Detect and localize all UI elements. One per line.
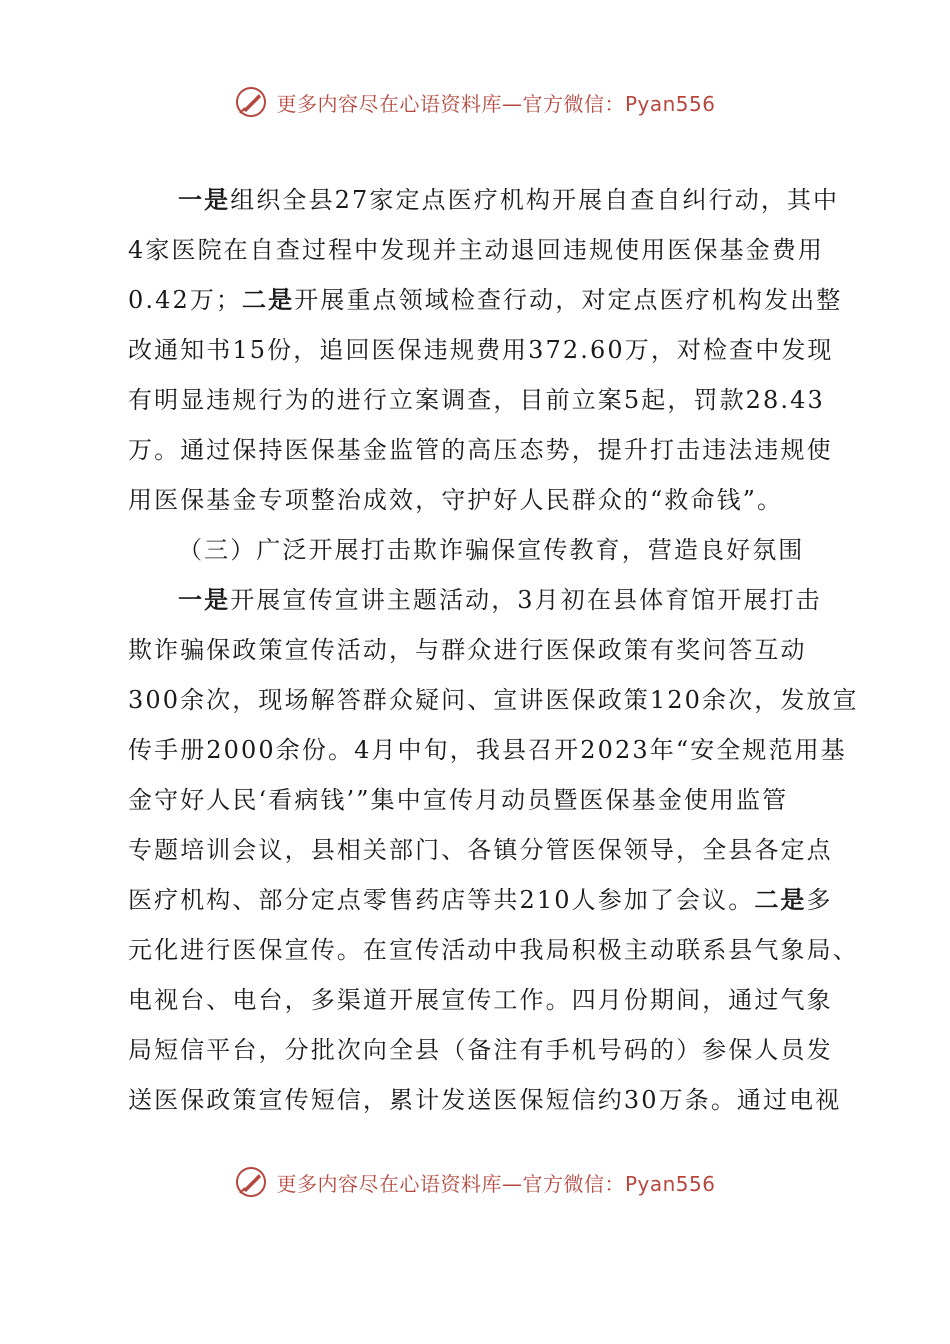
- banner-text: 更多内容尽在心语资料库—官方微信：Pyan556: [276, 91, 716, 116]
- text-line: 送医保政策宣传短信，累计发送医保短信约30万条。通过电视: [128, 1086, 842, 1114]
- quill-pen-circle-icon: [234, 85, 268, 119]
- text-line: 局短信平台，分批次向全县（备注有手机号码的）参保人员发: [128, 1036, 833, 1064]
- text-line: 金守好人民‘看病钱’”集中宣传月动员暨医保基金使用监管: [128, 786, 789, 814]
- emphasis-label: 二是: [242, 286, 295, 314]
- text-line: 4家医院在自查过程中发现并主动退回违规使用医保基金费用: [128, 236, 824, 264]
- text-line: 一是组织全县27家定点医疗机构开展自查自纠行动，其中: [178, 186, 840, 214]
- text-line: 专题培训会议，县相关部门、各镇分管医保领导，全县各定点: [128, 836, 833, 864]
- footer-banner: [0, 1160, 950, 1204]
- text-line: 医疗机构、部分定点零售药店等共210人参加了会议。二是多: [128, 886, 833, 914]
- text-line: 300余次，现场解答群众疑问、宣讲医保政策120余次，发放宣: [128, 686, 859, 714]
- text-line: 改通知书15份，追回医保违规费用372.60万，对检查中发现: [128, 336, 834, 364]
- text-line: 万。通过保持医保基金监管的高压态势，提升打击违法违规使: [128, 436, 833, 464]
- section-heading: （三）广泛开展打击欺诈骗保宣传教育，营造良好氛围: [178, 536, 805, 564]
- text-line: 欺诈骗保政策宣传活动，与群众进行医保政策有奖问答互动: [128, 636, 807, 664]
- text-line: 电视台、电台，多渠道开展宣传工作。四月份期间，通过气象: [128, 986, 833, 1014]
- text-line: 元化进行医保宣传。在宣传活动中我局积极主动联系县气象局、: [128, 936, 859, 964]
- text-line: 0.42万；二是开展重点领域检查行动，对定点医疗机构发出整: [128, 286, 843, 314]
- text-line: 一是开展宣传宣讲主题活动，3月初在县体育馆开展打击: [178, 586, 822, 614]
- emphasis-label: 一是: [178, 586, 231, 614]
- header-banner: [0, 80, 950, 124]
- text-line: 用医保基金专项整治成效，守护好人民群众的“救命钱”。: [128, 486, 784, 514]
- emphasis-label: 二是: [754, 886, 807, 914]
- text-line: 有明显违规行为的进行立案调查，目前立案5起，罚款28.43: [128, 386, 825, 414]
- emphasis-label: 一是: [178, 186, 231, 214]
- quill-pen-circle-icon: [234, 1165, 268, 1199]
- banner-text: 更多内容尽在心语资料库—官方微信：Pyan556: [276, 1171, 716, 1196]
- text-line: 传手册2000余份。4月中旬，我县召开2023年“安全规范用基: [128, 736, 847, 764]
